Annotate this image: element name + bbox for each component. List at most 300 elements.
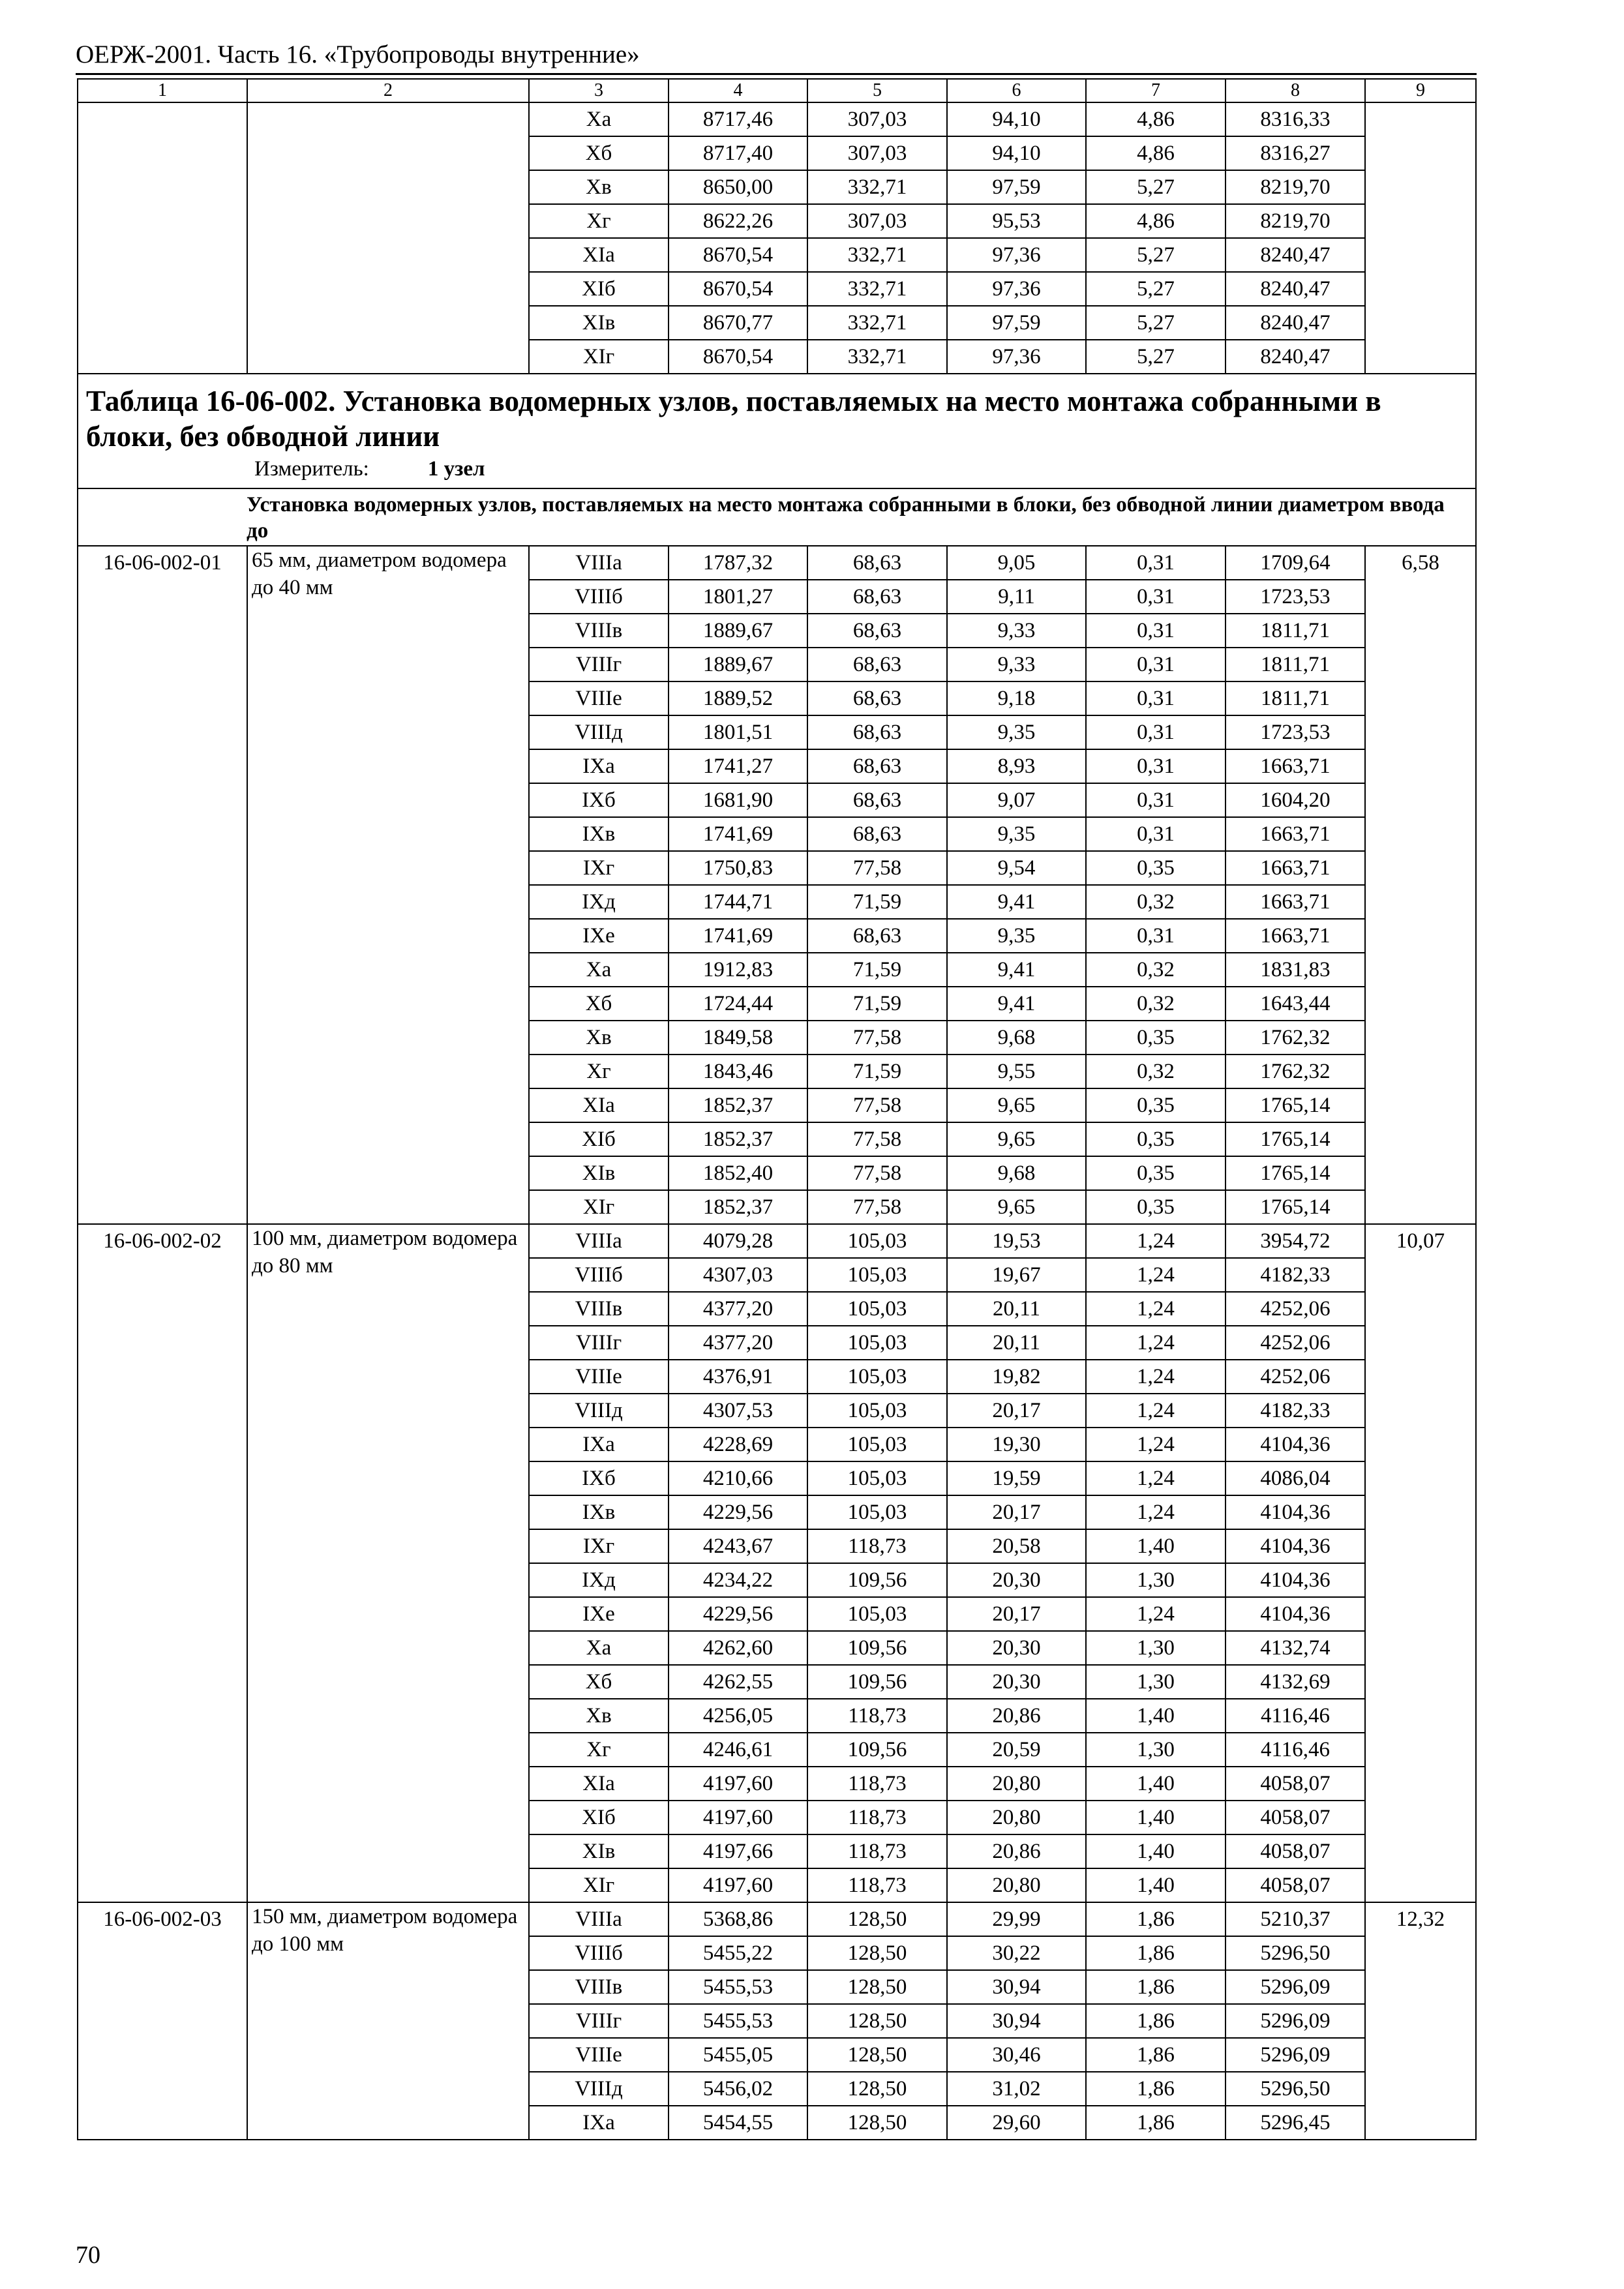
table-cell: 4262,55	[669, 1665, 807, 1699]
rate-col9: 6,58	[1365, 546, 1476, 1224]
table-cell: 4376,91	[669, 1360, 807, 1394]
table-cell: 4058,07	[1226, 1801, 1365, 1834]
table-cell: 4104,36	[1226, 1563, 1365, 1597]
rate-col9: 10,07	[1365, 1224, 1476, 1902]
table-cell: 4262,60	[669, 1631, 807, 1665]
table-cell: 97,59	[947, 306, 1086, 340]
table-cell: 1663,71	[1226, 885, 1365, 919]
table-cell: 20,80	[947, 1767, 1086, 1801]
table-cell: 5455,53	[669, 1970, 807, 2004]
table-cell: 1889,52	[669, 681, 807, 715]
table-cell: 9,55	[947, 1055, 1086, 1088]
table-cell: 4197,60	[669, 1801, 807, 1834]
table-cell: 1852,37	[669, 1190, 807, 1224]
table-cell: 9,18	[947, 681, 1086, 715]
column-number: 3	[529, 79, 669, 102]
table-cell: 0,35	[1086, 1190, 1226, 1224]
table-cell: 128,50	[807, 2106, 947, 2140]
table-cell: 118,73	[807, 1834, 947, 1868]
table-cell: Xв	[529, 1021, 669, 1055]
table-cell: Xa	[529, 953, 669, 987]
table-cell: 1663,71	[1226, 817, 1365, 851]
table-cell: 4377,20	[669, 1292, 807, 1326]
table-cell: 0,31	[1086, 580, 1226, 614]
table-cell: 1,24	[1086, 1292, 1226, 1326]
table-cell: 4256,05	[669, 1699, 807, 1733]
table-cell: 29,99	[947, 1902, 1086, 1936]
table-cell: XIг	[529, 340, 669, 374]
rate-description: 150 мм, диаметром водомера до 100 мм	[247, 1902, 529, 2140]
column-number-row	[78, 79, 1476, 102]
table-cell: XIв	[529, 306, 669, 340]
table-cell: 332,71	[807, 238, 947, 272]
table-cell: 1,24	[1086, 1495, 1226, 1529]
table-cell: 1801,27	[669, 580, 807, 614]
table-cell: 1765,14	[1226, 1122, 1365, 1156]
table-cell: XIв	[529, 1834, 669, 1868]
table-row	[78, 1902, 1476, 1936]
table-cell: 4104,36	[1226, 1428, 1365, 1461]
table-cell: 9,41	[947, 953, 1086, 987]
table-cell: 1801,51	[669, 715, 807, 749]
table-cell: 68,63	[807, 749, 947, 783]
table-cell: 20,17	[947, 1597, 1086, 1631]
table-cell: VIIIa	[529, 546, 669, 580]
table-cell: 77,58	[807, 1122, 947, 1156]
table-cell: 1,40	[1086, 1801, 1226, 1834]
table-cell: 8240,47	[1226, 306, 1365, 340]
table-cell: 4132,69	[1226, 1665, 1365, 1699]
table-cell: 4228,69	[669, 1428, 807, 1461]
table-cell: 77,58	[807, 1156, 947, 1190]
table-cell: 4132,74	[1226, 1631, 1365, 1665]
table-cell: 4252,06	[1226, 1292, 1365, 1326]
table-cell: 5455,05	[669, 2038, 807, 2072]
table-cell: 1843,46	[669, 1055, 807, 1088]
table-cell: 1,40	[1086, 1529, 1226, 1563]
table-cell: VIIIд	[529, 715, 669, 749]
table-cell: 71,59	[807, 885, 947, 919]
table-cell: 5,27	[1086, 306, 1226, 340]
table-cell: 20,30	[947, 1665, 1086, 1699]
table-cell: 307,03	[807, 136, 947, 170]
table-cell: 9,35	[947, 919, 1086, 953]
table-cell: 118,73	[807, 1699, 947, 1733]
table-cell: 1,24	[1086, 1258, 1226, 1292]
table-cell: 20,59	[947, 1733, 1086, 1767]
table-cell: 1724,44	[669, 987, 807, 1021]
table-cell: 1811,71	[1226, 614, 1365, 648]
table-cell: 9,11	[947, 580, 1086, 614]
table-cell: Xв	[529, 170, 669, 204]
table-cell: 8717,46	[669, 102, 807, 136]
table-cell: 4307,53	[669, 1394, 807, 1428]
table-cell: 77,58	[807, 1021, 947, 1055]
table-cell: 4058,07	[1226, 1834, 1365, 1868]
table-cell: 68,63	[807, 817, 947, 851]
table-cell: 307,03	[807, 204, 947, 238]
table-cell: 1889,67	[669, 648, 807, 681]
table-cell: 0,32	[1086, 1055, 1226, 1088]
table-cell: XIa	[529, 1088, 669, 1122]
table-cell: 1,40	[1086, 1868, 1226, 1902]
empty-desc-cell	[247, 102, 529, 374]
table-cell: 1663,71	[1226, 851, 1365, 885]
table-cell: 1,40	[1086, 1767, 1226, 1801]
table-cell: VIIIe	[529, 1360, 669, 1394]
page-number: 70	[76, 2241, 100, 2269]
table-cell: VIIIд	[529, 2072, 669, 2106]
column-number: 5	[807, 79, 947, 102]
table-cell: 8240,47	[1226, 238, 1365, 272]
table-cell: 332,71	[807, 306, 947, 340]
table-cell: 19,82	[947, 1360, 1086, 1394]
table-cell: 1741,27	[669, 749, 807, 783]
table-cell: VIIIe	[529, 2038, 669, 2072]
table-cell: 1765,14	[1226, 1190, 1365, 1224]
table-cell: 71,59	[807, 987, 947, 1021]
table-cell: 5455,22	[669, 1936, 807, 1970]
table-cell: VIIIв	[529, 1292, 669, 1326]
table-cell: 8717,40	[669, 136, 807, 170]
table-cell: 9,65	[947, 1122, 1086, 1156]
table-cell: XIб	[529, 272, 669, 306]
table-cell: 128,50	[807, 1902, 947, 1936]
table-cell: 30,22	[947, 1936, 1086, 1970]
table-cell: Xб	[529, 136, 669, 170]
table-cell: 105,03	[807, 1461, 947, 1495]
rate-description: 100 мм, диаметром водомера до 80 мм	[247, 1224, 529, 1902]
table-cell: 109,56	[807, 1631, 947, 1665]
table-cell: 1,40	[1086, 1834, 1226, 1868]
table-cell: 4079,28	[669, 1224, 807, 1258]
table-cell: IXд	[529, 885, 669, 919]
table-cell: 1852,40	[669, 1156, 807, 1190]
rates-table	[77, 78, 1477, 2140]
column-number: 4	[669, 79, 807, 102]
table-cell: 0,35	[1086, 1021, 1226, 1055]
table-cell: 109,56	[807, 1733, 947, 1767]
table-cell: 9,41	[947, 885, 1086, 919]
table-cell: 1663,71	[1226, 919, 1365, 953]
table-cell: 4197,60	[669, 1868, 807, 1902]
table-cell: IXa	[529, 1428, 669, 1461]
table-cell: 105,03	[807, 1495, 947, 1529]
table-cell: 1,86	[1086, 1902, 1226, 1936]
meter-line	[254, 454, 1467, 484]
table-cell: 8670,54	[669, 340, 807, 374]
table-cell: 94,10	[947, 136, 1086, 170]
table-cell: 1852,37	[669, 1088, 807, 1122]
table-cell: 9,35	[947, 715, 1086, 749]
table-cell: 19,67	[947, 1258, 1086, 1292]
table-cell: 0,31	[1086, 648, 1226, 681]
table-cell: IXб	[529, 783, 669, 817]
table-cell: IXб	[529, 1461, 669, 1495]
table-cell: IXe	[529, 1597, 669, 1631]
table-cell: VIIIг	[529, 2004, 669, 2038]
column-number: 7	[1086, 79, 1226, 102]
table-cell: 4104,36	[1226, 1597, 1365, 1631]
table-cell: 68,63	[807, 681, 947, 715]
rate-code: 16-06-002-02	[78, 1224, 247, 1902]
table-cell: XIв	[529, 1156, 669, 1190]
table-cell: 1762,32	[1226, 1021, 1365, 1055]
table-title-cell	[78, 374, 1476, 488]
table-cell: 1765,14	[1226, 1088, 1365, 1122]
table-cell: VIIIг	[529, 1326, 669, 1360]
table-cell: 20,30	[947, 1631, 1086, 1665]
table-cell: 19,30	[947, 1428, 1086, 1461]
table-cell: 5296,09	[1226, 2004, 1365, 2038]
table-cell: Xб	[529, 987, 669, 1021]
table-cell: 95,53	[947, 204, 1086, 238]
table-cell: 1741,69	[669, 817, 807, 851]
table-cell: 128,50	[807, 2038, 947, 2072]
table-cell: 19,59	[947, 1461, 1086, 1495]
table-cell: 1,86	[1086, 2072, 1226, 2106]
table-cell: 5296,50	[1226, 2072, 1365, 2106]
table-cell: IXд	[529, 1563, 669, 1597]
table-cell: 5296,45	[1226, 2106, 1365, 2140]
table-cell: 5296,09	[1226, 2038, 1365, 2072]
table-cell: XIб	[529, 1122, 669, 1156]
table-subtitle-row	[78, 488, 1476, 546]
table-cell: 31,02	[947, 2072, 1086, 2106]
table-cell: 19,53	[947, 1224, 1086, 1258]
table-cell: 307,03	[807, 102, 947, 136]
table-cell: XIб	[529, 1801, 669, 1834]
table-cell: 8670,54	[669, 238, 807, 272]
table-cell: 30,46	[947, 2038, 1086, 2072]
table-cell: 77,58	[807, 1190, 947, 1224]
table-cell: 1,24	[1086, 1360, 1226, 1394]
table-cell: 1,86	[1086, 1970, 1226, 2004]
table-cell: 105,03	[807, 1258, 947, 1292]
table-cell: 20,11	[947, 1292, 1086, 1326]
table-cell: 0,31	[1086, 715, 1226, 749]
table-cell: 118,73	[807, 1868, 947, 1902]
table-cell: 105,03	[807, 1394, 947, 1428]
table-title: Таблица 16-06-002. Установка водомерных узлов, поставляемых на место монтажа собранными в блоки, без обводной линии	[86, 385, 1381, 453]
table-cell: 0,31	[1086, 919, 1226, 953]
table-cell: 4182,33	[1226, 1258, 1365, 1292]
table-cell: 68,63	[807, 783, 947, 817]
table-cell: 20,11	[947, 1326, 1086, 1360]
table-cell: 1787,32	[669, 546, 807, 580]
table-cell: IXa	[529, 2106, 669, 2140]
table-cell: Xв	[529, 1699, 669, 1733]
table-cell: 29,60	[947, 2106, 1086, 2140]
table-cell: 5296,50	[1226, 1936, 1365, 1970]
table-cell: XIa	[529, 1767, 669, 1801]
table-cell: 332,71	[807, 272, 947, 306]
table-cell: 0,31	[1086, 546, 1226, 580]
table-cell: 4058,07	[1226, 1868, 1365, 1902]
table-cell: 9,33	[947, 614, 1086, 648]
table-cell: 4,86	[1086, 204, 1226, 238]
table-cell: 5,27	[1086, 272, 1226, 306]
table-cell: 4377,20	[669, 1326, 807, 1360]
table-cell: 1681,90	[669, 783, 807, 817]
table-cell: 8622,26	[669, 204, 807, 238]
table-cell: 4243,67	[669, 1529, 807, 1563]
table-cell: 77,58	[807, 851, 947, 885]
table-cell: 109,56	[807, 1563, 947, 1597]
table-cell: VIIIa	[529, 1224, 669, 1258]
table-cell: 9,65	[947, 1088, 1086, 1122]
table-cell: 8650,00	[669, 170, 807, 204]
table-cell: 5296,09	[1226, 1970, 1365, 2004]
header-rule	[76, 73, 1477, 75]
table-cell: 4116,46	[1226, 1733, 1365, 1767]
table-cell: 20,58	[947, 1529, 1086, 1563]
table-cell: VIIIг	[529, 648, 669, 681]
table-cell: 4229,56	[669, 1495, 807, 1529]
table-cell: 1,24	[1086, 1326, 1226, 1360]
table-cell: 0,35	[1086, 1088, 1226, 1122]
table-cell: 1,24	[1086, 1597, 1226, 1631]
table-cell: 0,32	[1086, 987, 1226, 1021]
table-cell: 97,36	[947, 238, 1086, 272]
table-cell: 8219,70	[1226, 204, 1365, 238]
table-cell: 0,31	[1086, 681, 1226, 715]
table-cell: VIIIв	[529, 1970, 669, 2004]
table-cell: 4116,46	[1226, 1699, 1365, 1733]
table-cell: 9,07	[947, 783, 1086, 817]
table-cell: 77,58	[807, 1088, 947, 1122]
table-cell: 1,86	[1086, 2038, 1226, 2072]
table-cell: 4210,66	[669, 1461, 807, 1495]
meter-label: Измеритель:	[254, 457, 369, 481]
table-cell: Xг	[529, 1055, 669, 1088]
table-cell: 9,54	[947, 851, 1086, 885]
column-number: 1	[78, 79, 247, 102]
table-cell: 0,35	[1086, 851, 1226, 885]
table-cell: 1643,44	[1226, 987, 1365, 1021]
table-cell: 128,50	[807, 2072, 947, 2106]
table-cell: 332,71	[807, 170, 947, 204]
table-cell: 5,27	[1086, 170, 1226, 204]
column-number: 2	[247, 79, 529, 102]
table-cell: 0,31	[1086, 783, 1226, 817]
table-cell: 8219,70	[1226, 170, 1365, 204]
table-cell: 1,30	[1086, 1563, 1226, 1597]
table-cell: 4182,33	[1226, 1394, 1365, 1428]
table-cell: 128,50	[807, 1970, 947, 2004]
table-cell: 1,24	[1086, 1428, 1226, 1461]
table-cell: 1750,83	[669, 851, 807, 885]
table-cell: VIIIa	[529, 1902, 669, 1936]
table-cell: 8316,33	[1226, 102, 1365, 136]
table-cell: 1765,14	[1226, 1156, 1365, 1190]
table-cell: 30,94	[947, 1970, 1086, 2004]
table-cell: 1811,71	[1226, 681, 1365, 715]
table-cell: IXв	[529, 1495, 669, 1529]
table-cell: 1831,83	[1226, 953, 1365, 987]
table-cell: 0,35	[1086, 1156, 1226, 1190]
table-cell: VIIIб	[529, 1936, 669, 1970]
table-cell: 8670,77	[669, 306, 807, 340]
table-cell: 1744,71	[669, 885, 807, 919]
table-cell: 20,30	[947, 1563, 1086, 1597]
table-cell: 1723,53	[1226, 580, 1365, 614]
table-cell: 1849,58	[669, 1021, 807, 1055]
table-row	[78, 102, 1476, 136]
table-cell: 71,59	[807, 1055, 947, 1088]
table-cell: 1912,83	[669, 953, 807, 987]
table-cell: 0,31	[1086, 749, 1226, 783]
table-row	[78, 1224, 1476, 1258]
table-cell: VIIIб	[529, 580, 669, 614]
table-cell: 1,30	[1086, 1733, 1226, 1767]
table-cell: 68,63	[807, 648, 947, 681]
empty-col9-cell	[1365, 102, 1476, 374]
table-cell: 9,35	[947, 817, 1086, 851]
table-cell: 97,36	[947, 272, 1086, 306]
table-cell: 5,27	[1086, 340, 1226, 374]
table-cell: 1,86	[1086, 2004, 1226, 2038]
rate-code: 16-06-002-01	[78, 546, 247, 1224]
table-cell: 5368,86	[669, 1902, 807, 1936]
table-cell: 4,86	[1086, 136, 1226, 170]
table-cell: 8240,47	[1226, 340, 1365, 374]
table-cell: 105,03	[807, 1224, 947, 1258]
table-cell: 68,63	[807, 715, 947, 749]
table-cell: 1,86	[1086, 2106, 1226, 2140]
table-cell: 4229,56	[669, 1597, 807, 1631]
table-cell: 1741,69	[669, 919, 807, 953]
table-subtitle: Установка водомерных узлов, поставляемых на место монтажа собранными в блоки, без обводной линии диаметром ввода до	[78, 488, 1476, 546]
table-cell: 1,40	[1086, 1699, 1226, 1733]
table-cell: 9,41	[947, 987, 1086, 1021]
rate-col9: 12,32	[1365, 1902, 1476, 2140]
table-row	[78, 546, 1476, 580]
table-cell: XIг	[529, 1868, 669, 1902]
empty-code-cell	[78, 102, 247, 374]
table-cell: 20,80	[947, 1801, 1086, 1834]
rate-code: 16-06-002-03	[78, 1902, 247, 2140]
table-cell: 8670,54	[669, 272, 807, 306]
running-header: ОЕРЖ-2001. Часть 16. «Трубопроводы внутренние»	[76, 40, 640, 68]
table-cell: 8316,27	[1226, 136, 1365, 170]
table-cell: 5454,55	[669, 2106, 807, 2140]
table-cell: IXa	[529, 749, 669, 783]
table-cell: 5455,53	[669, 2004, 807, 2038]
table-cell: VIIIд	[529, 1394, 669, 1428]
table-cell: 30,94	[947, 2004, 1086, 2038]
table-cell: VIIIв	[529, 614, 669, 648]
table-cell: 128,50	[807, 2004, 947, 2038]
table-cell: 4252,06	[1226, 1326, 1365, 1360]
table-cell: 128,50	[807, 1936, 947, 1970]
table-cell: 94,10	[947, 102, 1086, 136]
table-cell: 4252,06	[1226, 1360, 1365, 1394]
table-cell: 9,68	[947, 1156, 1086, 1190]
table-cell: 71,59	[807, 953, 947, 987]
table-cell: 1,30	[1086, 1665, 1226, 1699]
table-cell: VIIIe	[529, 681, 669, 715]
table-cell: 68,63	[807, 919, 947, 953]
column-number: 6	[947, 79, 1086, 102]
table-cell: Xг	[529, 204, 669, 238]
table-cell: 0,32	[1086, 953, 1226, 987]
table-cell: 68,63	[807, 580, 947, 614]
table-cell: XIг	[529, 1190, 669, 1224]
table-cell: 8240,47	[1226, 272, 1365, 306]
table-cell: 109,56	[807, 1665, 947, 1699]
table-cell: 68,63	[807, 614, 947, 648]
